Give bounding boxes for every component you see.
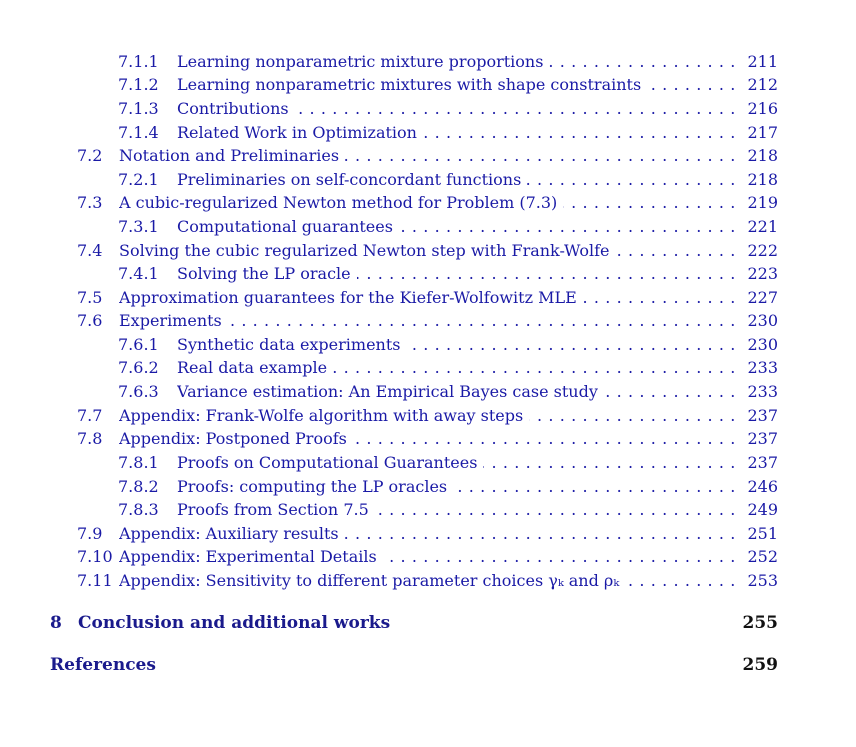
entry-page: 237 (747, 429, 778, 448)
entry-number: 7.1.1 (118, 52, 159, 71)
toc-entry-7-8[interactable] (0, 428, 856, 450)
entry-page: 237 (747, 453, 778, 472)
entry-page: 230 (747, 335, 778, 354)
toc-entry-7-4-1[interactable] (0, 263, 856, 285)
entry-page: 252 (747, 547, 778, 566)
entry-number: 7.2.1 (118, 170, 159, 189)
entry-page: 251 (747, 524, 778, 543)
entry-page: 233 (747, 382, 778, 401)
entry-number: 7.3 (77, 193, 103, 212)
toc-entry-7-10[interactable] (0, 546, 856, 568)
entry-title[interactable]: Experiments . . . (119, 310, 736, 332)
entry-number: 7.10 (77, 547, 113, 566)
entry-title[interactable]: Related Work in Optimization . . . (177, 122, 736, 144)
entry-number: 7.1.3 (118, 99, 159, 118)
entry-page: 233 (747, 358, 778, 377)
entry-page: 253 (747, 571, 778, 590)
toc-entry-7-8-3[interactable] (0, 499, 856, 521)
entry-title[interactable]: Appendix: Experimental Details . . . (119, 546, 736, 568)
toc-entry-7-7[interactable] (0, 405, 856, 427)
entry-number: 7.8 (77, 429, 103, 448)
toc-entry-7-6-3[interactable] (0, 381, 856, 403)
entry-page: 217 (747, 123, 778, 142)
toc-entry-7-1-1[interactable] (0, 51, 856, 73)
entry-page: 221 (747, 217, 778, 236)
entry-number: 7.5 (77, 288, 103, 307)
entry-title[interactable]: Appendix: Postponed Proofs . . . (119, 428, 736, 450)
entry-page: 212 (747, 75, 778, 94)
toc-entry-7-8-2[interactable] (0, 476, 856, 498)
entry-title[interactable]: Computational guarantees . . . (177, 216, 736, 238)
entry-title[interactable]: Solving the cubic regularized Newton step with Frank-Wolfe . . . (119, 240, 736, 262)
entry-title[interactable]: Learning nonparametric mixtures with shape constraints . . . (177, 74, 736, 96)
entry-page: 218 (747, 146, 778, 165)
entry-page: 237 (747, 406, 778, 425)
entry-number: 7.8.1 (118, 453, 159, 472)
entry-title[interactable]: Appendix: Frank-Wolfe algorithm with away steps . . . (119, 405, 736, 427)
entry-page: 230 (747, 311, 778, 330)
entry-title[interactable]: Preliminaries on self-concordant functions . . . (177, 169, 736, 191)
toc-entry-references[interactable] (0, 654, 856, 676)
entry-title[interactable]: Conclusion and additional works (78, 612, 736, 634)
toc-entry-7-1-3[interactable] (0, 98, 856, 120)
entry-title[interactable]: Appendix: Auxiliary results . . . (119, 523, 736, 545)
entry-title[interactable]: Learning nonparametric mixture proportions . . . (177, 51, 736, 73)
toc-entry-7-3-1[interactable] (0, 216, 856, 238)
entry-title[interactable]: Proofs from Section 7.5 . . . (177, 499, 736, 521)
entry-page: 211 (747, 52, 778, 71)
entry-page: 218 (747, 170, 778, 189)
entry-title[interactable]: Proofs: computing the LP oracles . . . (177, 476, 736, 498)
entry-page: 259 (742, 655, 778, 675)
entry-number: 7.6 (77, 311, 103, 330)
toc-entry-7-2-1[interactable] (0, 169, 856, 191)
toc-entry-7-1-4[interactable] (0, 122, 856, 144)
entry-title[interactable]: Solving the LP oracle . . . (177, 263, 736, 285)
entry-title[interactable]: Variance estimation: An Empirical Bayes case study . . . (177, 381, 736, 403)
entry-number: 7.2 (77, 146, 103, 165)
entry-title[interactable]: Synthetic data experiments . . . (177, 334, 736, 356)
entry-number: 8 (50, 613, 62, 633)
toc-entry-7-8-1[interactable] (0, 452, 856, 474)
entry-page: 249 (747, 500, 778, 519)
entry-number: 7.6.1 (118, 335, 159, 354)
entry-page: 222 (747, 241, 778, 260)
toc-entry-7-6[interactable] (0, 310, 856, 332)
toc-entry-7-9[interactable] (0, 523, 856, 545)
entry-number: 7.1.2 (118, 75, 159, 94)
toc-entry-7-5[interactable] (0, 287, 856, 309)
toc-entry-7-4[interactable] (0, 240, 856, 262)
toc-entry-7-2[interactable] (0, 145, 856, 167)
entry-title[interactable]: Real data example . . . (177, 357, 736, 379)
entry-number: 7.3.1 (118, 217, 159, 236)
entry-page: 223 (747, 264, 778, 283)
entry-number: 7.4.1 (118, 264, 159, 283)
entry-number: 7.8.2 (118, 477, 159, 496)
entry-title[interactable]: A cubic-regularized Newton method for Problem (7.3) . . . (119, 192, 736, 214)
entry-number: 7.4 (77, 241, 103, 260)
entry-page: 255 (742, 613, 778, 633)
entry-page: 219 (747, 193, 778, 212)
entry-title[interactable]: Notation and Preliminaries . . . (119, 145, 736, 167)
entry-number: 7.11 (77, 571, 113, 590)
entry-number: 7.7 (77, 406, 103, 425)
toc-entry-7-6-1[interactable] (0, 334, 856, 356)
entry-page: 246 (747, 477, 778, 496)
toc-entry-7-11[interactable] (0, 570, 856, 592)
entry-page: 227 (747, 288, 778, 307)
entry-number: 7.6.2 (118, 358, 159, 377)
entry-title[interactable]: Proofs on Computational Guarantees . . . (177, 452, 736, 474)
entry-number: 7.1.4 (118, 123, 159, 142)
entry-number: 7.9 (77, 524, 103, 543)
entry-number: 7.6.3 (118, 382, 159, 401)
entry-title[interactable]: Appendix: Sensitivity to different parameter choices γₖ and ρₖ . . . (119, 570, 736, 592)
entry-title[interactable]: Approximation guarantees for the Kiefer-Wolfowitz MLE . . . (119, 287, 736, 309)
toc-entry-7-6-2[interactable] (0, 357, 856, 379)
entry-title[interactable]: References (50, 654, 736, 676)
entry-title[interactable]: Contributions . . . (177, 98, 736, 120)
toc-entry-chapter-8[interactable] (0, 612, 856, 634)
toc-entry-7-3[interactable] (0, 192, 856, 214)
entry-page: 216 (747, 99, 778, 118)
entry-number: 7.8.3 (118, 500, 159, 519)
toc-entry-7-1-2[interactable] (0, 74, 856, 96)
